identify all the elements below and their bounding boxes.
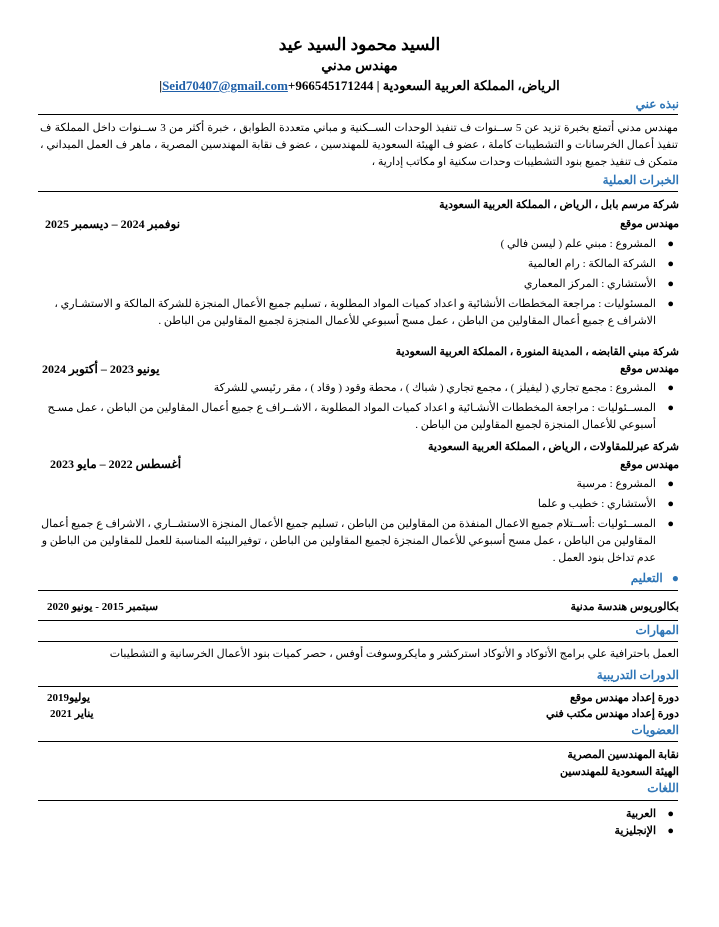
list-item: ● المشروع : مرسية — [40, 476, 680, 493]
about-divider — [38, 114, 678, 115]
bullet-icon: ● — [671, 571, 679, 585]
bullet-icon: ● — [667, 478, 674, 490]
job-1-role: مهندس موقع — [620, 218, 679, 230]
bullet-icon: ● — [667, 518, 674, 530]
membership-2: الهيئة السعودية للمهندسين — [559, 766, 679, 778]
list-item: ● المسئوليات : مراجعة المخططات الأنشائية و اعداد كميات المواد المطلوبة ، تسليم جميع الأعمال المنجزة للشركة المالكة و الاستشـاري ، الاشراف ع جميع أعمال المقاولين من الباطن ، عمل مسح أسبوعي للأعمال المنجزة لجميع المقاولين من الباطن . — [54, 298, 674, 327]
course-1-name: دورة إعداد مهندس موقع — [569, 692, 679, 704]
languages-divider — [38, 800, 678, 801]
job-1-company: شركة مرسم بابل ، الرياض ، المملكة العربية السعودية — [439, 199, 679, 211]
bullet-icon: ● — [667, 238, 674, 250]
list-item: ● الإنجليزية — [40, 823, 680, 840]
bullet-icon: ● — [667, 278, 674, 290]
languages-heading: اللغات — [647, 781, 679, 795]
list-item: ● الشركة المالكة : رام العالمية — [40, 256, 680, 273]
bullet-icon: ● — [667, 498, 674, 510]
job-2-company: شركة مبني القابضه ، المدينة المنورة ، المملكة العربية السعودية — [395, 346, 679, 358]
list-item: ● المســئوليات :أســتلام جميع الاعمال المنفذة من المقاولين من الباطن ، تسليم جميع الأعمال المنجزة الاستشــاري ، الاشراف ع جميع أعمال المقاولين من الباطن ، عمل مسح أسبوعي للأعمال المنجزة لجميع المقاولين من الباطن ، توفيرالبيئه المناسبة للعمل للمقاولين من الباطن و عدم تداخل بنود العمل . — [41, 518, 674, 564]
experience-heading: الخبرات العملية — [602, 173, 679, 187]
list-item: ● العربية — [40, 806, 680, 823]
skills-divider — [38, 641, 678, 642]
experience-divider — [38, 191, 678, 192]
job-2-role: مهندس موقع — [620, 363, 679, 375]
bullet-icon: ● — [667, 808, 674, 820]
bullet-icon: ● — [667, 258, 674, 270]
skills-text: العمل باحترافية علي برامج الأتوكاد و الأتوكاد استركشر و مايكروسوفت أوفس ، حصر كميات بنود الأعمال الخرسانية و التشطيبات — [109, 648, 679, 660]
job-1-date: نوفمبر 2024 – ديسمبر 2025 — [45, 217, 181, 231]
skills-divider-top — [38, 620, 678, 621]
education-heading: ● التعليم — [630, 571, 679, 585]
contact-line — [0, 78, 719, 94]
memberships-divider — [38, 741, 678, 742]
bullet-icon: ● — [667, 402, 674, 414]
list-item: ● المســئوليات : مراجعة المخططات الأنشـائية و اعداد كميات المواد المطلوبة ، الاشــراف ع جميع أعمال المقاولين من الباطن ، عمل مسـح أسبوعي للأعمال المنجزة لجميع المقاولين من الباطن . — [47, 402, 674, 431]
course-2-name: دورة إعداد مهندس مكتب فني — [546, 708, 679, 720]
bullet-icon: ● — [667, 825, 674, 837]
job-3-company: شركة عبرللمقاولات ، الرياض ، المملكة العربية السعودية — [428, 441, 679, 453]
full-name: السيد محمود السيد عيد — [278, 35, 441, 54]
education-divider — [38, 590, 678, 591]
email-link[interactable]: Seid70407@gmail.com — [162, 78, 288, 93]
phone-text: +966545171244| — [159, 78, 374, 93]
languages-list — [40, 806, 680, 840]
bullet-icon: ● — [667, 298, 674, 310]
about-text: مهندس مدني أتمتع بخبرة تزيد عن 5 ســنوات ف تنفيذ الوحدات الســكنية و مباني متعددة الطوابق ، خبرة أكثر من 3 ســنوات داخل المملكة ف تنفيذ أعمال الخرسانات و التشطيبات كاملة ، عضو ف الهيئة السعودية للمهندسين ، عضو ف نقابة المهندسين المصرية ، ماهر ف العمل الميداني ، متمكن ف تنفيذ جميع بنود التشطيبات وحدات سكنية او مكاتب إدارية ، — [40, 122, 678, 168]
job-1-list — [40, 236, 680, 330]
job-2-date: يونيو 2023 – أكتوبر 2024 — [42, 362, 160, 376]
list-item: ● المشروع : مبني علم ( ليسن فالي ) — [40, 236, 680, 253]
bullet-icon: ● — [667, 382, 674, 394]
membership-1: نقابة المهندسين المصرية — [567, 749, 679, 761]
course-2-date: يناير 2021 — [50, 708, 94, 720]
location-text: الرياض، المملكة العربية السعودية | — [376, 78, 560, 93]
skills-heading: المهارات — [635, 623, 679, 637]
degree-text: بكالوريوس هندسة مدنية — [570, 601, 679, 613]
courses-divider — [38, 686, 678, 687]
job-3-list — [40, 476, 680, 567]
degree-date: سبتمبر 2015 - يونيو 2020 — [47, 601, 159, 613]
course-1-date: يوليو2019 — [47, 692, 91, 704]
job-title: مهندس مدني — [321, 59, 398, 74]
list-item: ● الأستشاري : خطيب و علما — [40, 496, 680, 513]
job-3-role: مهندس موقع — [620, 459, 679, 471]
memberships-heading: العضويات — [631, 723, 679, 737]
list-item: ● المشروع : مجمع تجاري ( ليفيلز ) ، مجمع تجاري ( شباك ) ، محطة وقود ( وقاد ) ، مقر رئيسي للشركة — [40, 380, 680, 397]
about-heading: نبذه عني — [635, 97, 679, 111]
list-item: ● الأستشاري : المركز المعماري — [40, 276, 680, 293]
job-3-date: أغسطس 2022 – مايو 2023 — [50, 457, 182, 471]
courses-heading: الدورات التدريبية — [596, 668, 679, 682]
job-2-list — [40, 380, 680, 434]
